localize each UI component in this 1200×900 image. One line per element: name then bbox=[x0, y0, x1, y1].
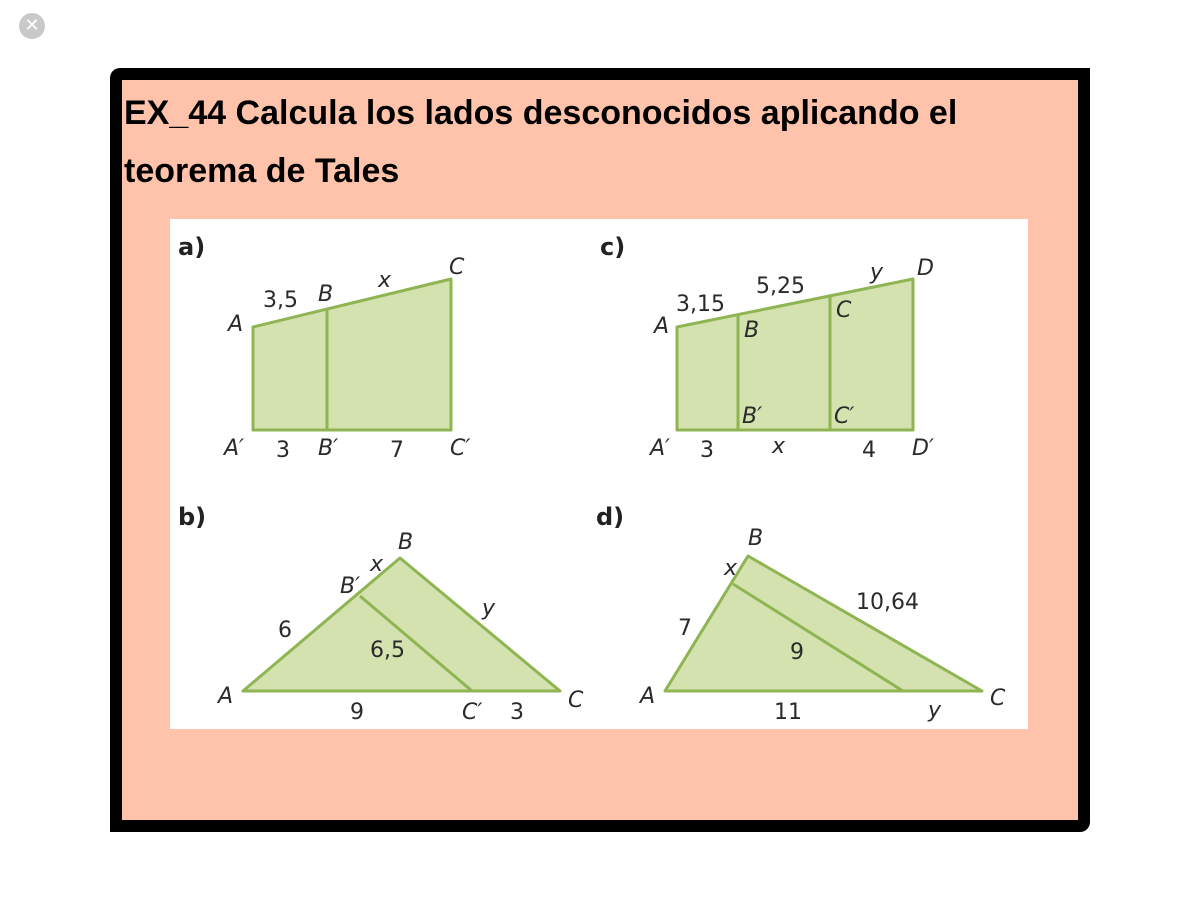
thales-diagrams bbox=[170, 219, 1028, 729]
length-ab-prime-b: 6 bbox=[278, 618, 292, 643]
point-b-prime-c: B′ bbox=[742, 404, 763, 429]
length-a-prime-b-prime-a: 3 bbox=[276, 438, 290, 463]
point-c-b: C bbox=[568, 688, 584, 713]
thales-figure bbox=[170, 219, 1028, 729]
length-c-prime-d-prime-c: 4 bbox=[862, 438, 876, 463]
length-short-side-d: 7 bbox=[678, 616, 692, 641]
part-label-d: d) bbox=[596, 503, 625, 531]
point-b-b: B bbox=[398, 530, 414, 555]
exercise-card bbox=[110, 68, 1090, 832]
point-c-prime-b: C′ bbox=[462, 700, 483, 725]
point-a-b: A bbox=[218, 684, 234, 709]
point-a-prime-c: A′ bbox=[650, 436, 671, 461]
length-base-d: 11 bbox=[774, 700, 802, 725]
close-icon[interactable]: ✕ bbox=[19, 13, 45, 39]
diagram-d bbox=[596, 503, 1006, 725]
point-a-prime-a: A′ bbox=[224, 436, 245, 461]
length-b-prime-c-prime-b: 6,5 bbox=[370, 638, 405, 663]
length-a-prime-b-prime-c: 3 bbox=[700, 438, 714, 463]
length-bc-d: 10,64 bbox=[856, 590, 919, 615]
point-a-a: A bbox=[228, 312, 244, 337]
length-bc-a: x bbox=[378, 268, 392, 293]
point-c-d: C bbox=[990, 686, 1006, 711]
triangle-d bbox=[665, 556, 982, 691]
point-b-a: B bbox=[318, 282, 334, 307]
point-c-prime-c: C′ bbox=[834, 404, 855, 429]
diagram-a bbox=[178, 233, 470, 463]
length-c-prime-c-b: 3 bbox=[510, 700, 524, 725]
length-x-d: x bbox=[724, 556, 738, 581]
length-b-prime-c-prime-a: 7 bbox=[390, 438, 404, 463]
length-ac-prime-b: 9 bbox=[350, 700, 364, 725]
point-c-a: C bbox=[449, 255, 465, 280]
length-parallel-d: 9 bbox=[790, 640, 804, 665]
part-label-b: b) bbox=[178, 503, 207, 531]
length-bc-b: y bbox=[482, 596, 496, 621]
point-a-c: A bbox=[654, 314, 670, 339]
point-b-c: B bbox=[744, 318, 760, 343]
point-c-prime-a: C′ bbox=[450, 436, 471, 461]
part-label-c: c) bbox=[600, 233, 626, 261]
point-a-d: A bbox=[640, 684, 656, 709]
point-c-c: C bbox=[836, 298, 852, 323]
point-b-prime-a: B′ bbox=[318, 436, 339, 461]
point-d-c: D bbox=[917, 256, 934, 281]
length-b-prime-b-b: x bbox=[370, 552, 384, 577]
length-ab-a: 3,5 bbox=[263, 288, 298, 313]
point-d-prime-c: D′ bbox=[912, 436, 934, 461]
diagram-c bbox=[600, 233, 934, 463]
part-label-a: a) bbox=[178, 233, 206, 261]
length-y-d: y bbox=[928, 698, 942, 723]
exercise-title: EX_44 Calcula los lados desconocidos aplicando el teorema de Tales bbox=[124, 94, 958, 190]
length-b-prime-c-prime-c: x bbox=[772, 434, 786, 459]
point-b-prime-b: B′ bbox=[340, 574, 361, 599]
length-ab-c: 3,15 bbox=[676, 292, 725, 317]
length-cd-c: y bbox=[870, 260, 884, 285]
diagram-b bbox=[178, 503, 584, 725]
point-b-d: B bbox=[748, 526, 764, 551]
length-bc-c: 5,25 bbox=[756, 274, 805, 299]
